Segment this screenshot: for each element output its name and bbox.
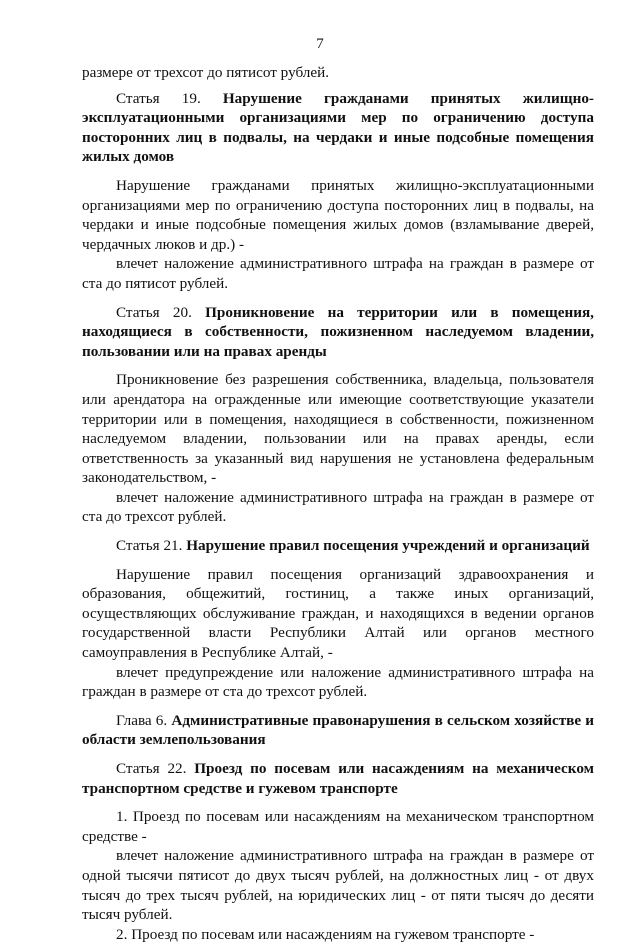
article-19-heading <box>82 89 594 167</box>
article-22-title: Проезд по посевам или насаждениям на механическом транспортном средстве и гужевом транспорте <box>82 760 594 797</box>
paragraph-continuation: размере от трехсот до пятисот рублей. <box>82 64 330 81</box>
document-body <box>82 63 594 944</box>
article-19-title: Нарушение гражданами принятых жилищно-эксплуатационными организациями мер по ограничению доступа посторонних лиц в подвалы, на чердаки и иные подсобные помещения жилых домов <box>82 89 594 166</box>
article-21-title: Нарушение правил посещения учреждений и организаций <box>186 537 590 555</box>
article-19-text: Нарушение гражданами принятых жилищно-эксплуатационными организациями мер по ограничению доступа посторонних лиц в подвалы, на чердаки и иные подсобные помещения жилых домов (взламывание дверей, чердачных люков и др.) - <box>82 176 594 253</box>
article-20-title: Проникновение на территории или в помещения, находящиеся в собственности, пожизненном наследуемом владении, пользовании или на правах аренды <box>82 303 594 360</box>
article-21-prefix: Статья 21. <box>116 537 187 555</box>
article-20-penalty: влечет наложение административного штрафа на граждан в размере от ста до трехсот рублей. <box>82 488 594 526</box>
article-22-part-2: 2. Проезд по посевам или насаждениям на гужевом транспорте - <box>116 925 535 943</box>
article-22-prefix: Статья 22. <box>116 760 195 777</box>
page-number: 7 <box>316 36 324 52</box>
article-19-penalty: влечет наложение административного штрафа на граждан в размере от ста до пятисот рублей. <box>82 255 594 292</box>
article-21-heading <box>82 536 594 556</box>
article-22-penalty: влечет наложение административного штрафа на граждан в размере от одной тысячи пятисот до двух тысяч рублей, на должностных лиц - от двух тысяч до трех тысяч рублей, на юридических лиц - от пяти тысяч до десяти тысяч рублей. <box>82 847 594 924</box>
article-22-heading <box>82 759 594 798</box>
chapter-6-title: Административные правонарушения в сельском хозяйстве и области землепользования <box>82 711 594 749</box>
article-20-text: Проникновение без разрешения собственника, владельца, пользователя или арендатора на огражденные или имеющие соответствующие указатели территории или в помещения, находящиеся в собственности, пожизненном наследуемом владении, пользовании или на правах аренды, если ответственность за указанный вид нарушения не установлена федеральным законодательством, - <box>82 371 594 487</box>
chapter-6-prefix: Глава 6. <box>116 711 172 729</box>
article-22-part-1: 1. Проезд по посевам или насаждениям на механическом транспортном средстве - <box>82 808 594 845</box>
article-20-prefix: Статья 20. <box>116 303 206 321</box>
article-21-penalty: влечет предупреждение или наложение административного штрафа на граждан в размере от ста до трехсот рублей. <box>82 663 594 701</box>
article-21-text: Нарушение правил посещения организаций здравоохранения и образования, общежитий, гостиниц, а также иных организаций, осуществляющих обслуживание граждан, и находящихся в ведении органов государственной власти Республики Алтай или органов местного самоуправления в Республике Алтай, - <box>82 565 594 662</box>
article-20-heading <box>82 303 594 362</box>
article-19-prefix: Статья 19. <box>116 89 223 107</box>
chapter-6-heading <box>82 711 594 750</box>
